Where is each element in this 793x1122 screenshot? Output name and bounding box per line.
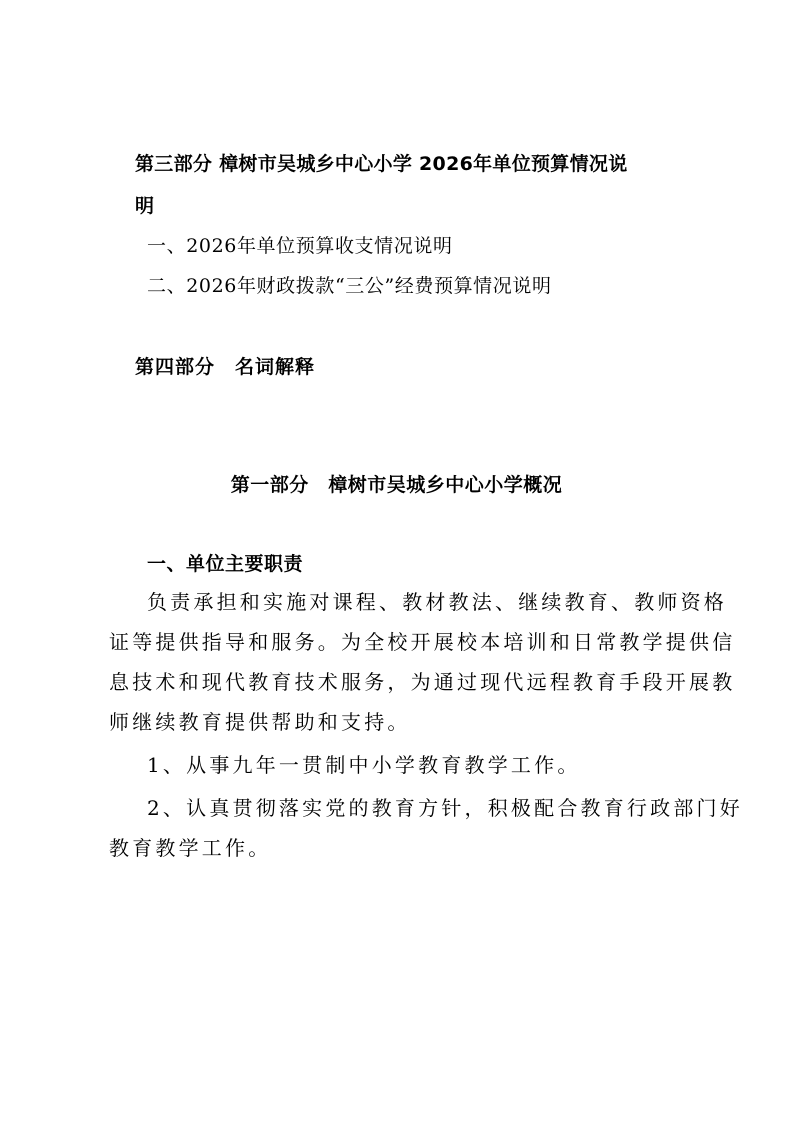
section-heading-main-duties: 一、单位主要职责 (147, 553, 304, 575)
paragraph-line: 师继续教育提供帮助和支持。 (109, 710, 411, 734)
part1-title: 第一部分 樟树市吴城乡中心小学概况 (230, 474, 563, 496)
toc-part3-item-2: 二、2026年财政拨款“三公”经费预算情况说明 (147, 275, 552, 297)
toc-part3-title: 第三部分 樟树市吴城乡中心小学 2026年单位预算情况说 (135, 153, 628, 175)
duty-item-1: 1、从事九年一贯制中小学教育教学工作。 (147, 753, 581, 777)
toc-part3-item-1: 一、2026年单位预算收支情况说明 (147, 235, 453, 257)
toc-part3-title-continued: 明 (135, 195, 155, 217)
paragraph-line: 息技术和现代教育技术服务，为通过现代远程教育手段开展教 (109, 670, 736, 694)
toc-part4-title: 第四部分 名词解释 (135, 356, 316, 378)
duty-item-2: 2、认真贯彻落实党的教育方针，积极配合教育行政部门好 (147, 796, 743, 820)
paragraph-line: 负责承担和实施对课程、教材教法、继续教育、教师资格 (147, 590, 727, 614)
paragraph-line: 证等提供指导和服务。为全校开展校本培训和日常教学提供信 (109, 630, 736, 654)
duty-item-2-continued: 教育教学工作。 (109, 836, 272, 860)
